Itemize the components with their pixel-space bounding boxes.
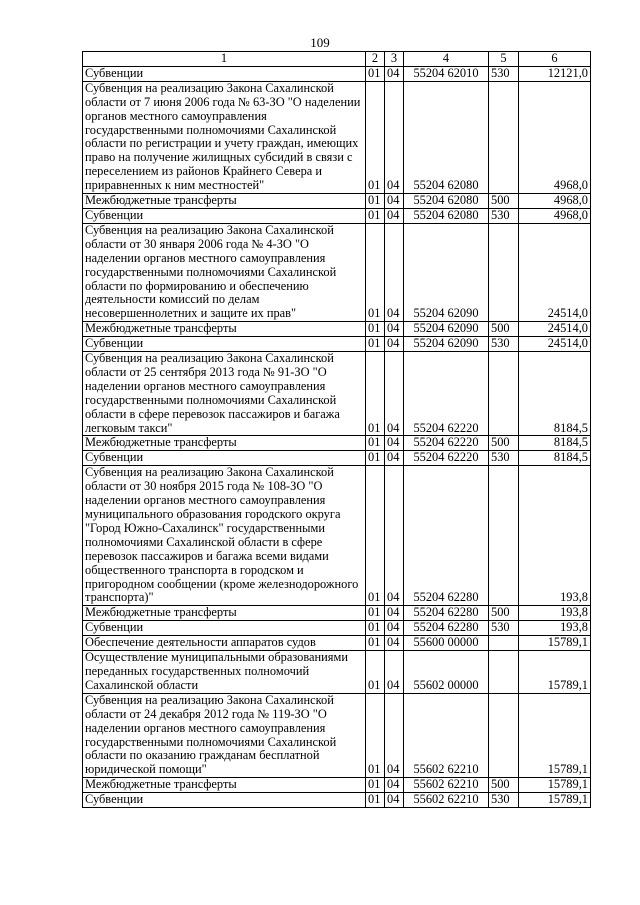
row-col5: 500 bbox=[489, 778, 519, 793]
row-name: Субвенция на реализацию Закона Сахалинской области от 25 сентября 2013 года № 91-ЗО "О наделении органов местного самоуправления государственными полномочиями Сахалинской области в сфере перевозок пассажиров и багажа легковым такси" bbox=[83, 352, 366, 436]
table-row bbox=[83, 436, 591, 451]
row-name: Субвенции bbox=[83, 208, 366, 223]
row-col5 bbox=[489, 693, 519, 777]
row-col2: 01 bbox=[366, 778, 385, 793]
row-amount: 8184,5 bbox=[519, 436, 591, 451]
row-col3: 04 bbox=[385, 651, 404, 694]
row-col5: 500 bbox=[489, 194, 519, 209]
row-col5: 530 bbox=[489, 208, 519, 223]
row-amount: 15789,1 bbox=[519, 636, 591, 651]
row-col5: 500 bbox=[489, 322, 519, 337]
row-col2: 01 bbox=[366, 636, 385, 651]
row-name: Межбюджетные трансферты bbox=[83, 322, 366, 337]
row-amount: 24514,0 bbox=[519, 322, 591, 337]
row-col2: 01 bbox=[366, 352, 385, 436]
row-col2: 01 bbox=[366, 66, 385, 81]
row-code: 55204 62090 bbox=[404, 337, 489, 352]
header-cell: 1 bbox=[83, 52, 366, 67]
row-code: 55602 62210 bbox=[404, 793, 489, 808]
row-amount: 193,8 bbox=[519, 606, 591, 621]
row-col3: 04 bbox=[385, 223, 404, 321]
row-col5: 530 bbox=[489, 621, 519, 636]
row-col5: 530 bbox=[489, 66, 519, 81]
header-cell: 6 bbox=[519, 52, 591, 67]
page-number: 109 bbox=[310, 35, 330, 50]
row-name: Межбюджетные трансферты bbox=[83, 606, 366, 621]
row-amount: 193,8 bbox=[519, 466, 591, 606]
row-amount: 4968,0 bbox=[519, 208, 591, 223]
row-col2: 01 bbox=[366, 81, 385, 193]
row-col3: 04 bbox=[385, 194, 404, 209]
row-col2: 01 bbox=[366, 223, 385, 321]
row-name: Осуществление муниципальными образованиями переданных государственных полномочий Сахалинской области bbox=[83, 651, 366, 694]
row-col5: 530 bbox=[489, 337, 519, 352]
row-code: 55204 62090 bbox=[404, 322, 489, 337]
table-row bbox=[83, 636, 591, 651]
row-col3: 04 bbox=[385, 208, 404, 223]
row-col3: 04 bbox=[385, 793, 404, 808]
row-col2: 01 bbox=[366, 621, 385, 636]
row-code: 55204 62080 bbox=[404, 81, 489, 193]
row-col5 bbox=[489, 352, 519, 436]
row-amount: 193,8 bbox=[519, 621, 591, 636]
row-col3: 04 bbox=[385, 352, 404, 436]
row-amount: 24514,0 bbox=[519, 337, 591, 352]
row-name: Субвенции bbox=[83, 621, 366, 636]
row-amount: 15789,1 bbox=[519, 693, 591, 777]
row-code: 55204 62280 bbox=[404, 621, 489, 636]
row-col2: 01 bbox=[366, 651, 385, 694]
header-cell: 5 bbox=[489, 52, 519, 67]
row-name: Субвенции bbox=[83, 451, 366, 466]
row-amount: 8184,5 bbox=[519, 451, 591, 466]
row-code: 55204 62280 bbox=[404, 466, 489, 606]
row-code: 55204 62220 bbox=[404, 451, 489, 466]
row-col3: 04 bbox=[385, 621, 404, 636]
row-amount: 4968,0 bbox=[519, 194, 591, 209]
row-col3: 04 bbox=[385, 66, 404, 81]
row-col3: 04 bbox=[385, 606, 404, 621]
table-row bbox=[83, 66, 591, 81]
row-col3: 04 bbox=[385, 693, 404, 777]
table-header bbox=[83, 52, 591, 67]
row-code: 55602 00000 bbox=[404, 651, 489, 694]
row-col3: 04 bbox=[385, 451, 404, 466]
row-code: 55204 62080 bbox=[404, 194, 489, 209]
table-row bbox=[83, 778, 591, 793]
row-amount: 15789,1 bbox=[519, 651, 591, 694]
table-row bbox=[83, 606, 591, 621]
row-name: Межбюджетные трансферты bbox=[83, 778, 366, 793]
row-code: 55204 62090 bbox=[404, 223, 489, 321]
row-col5 bbox=[489, 651, 519, 694]
row-col5: 530 bbox=[489, 451, 519, 466]
table-row bbox=[83, 81, 591, 193]
row-code: 55204 62220 bbox=[404, 436, 489, 451]
row-col2: 01 bbox=[366, 322, 385, 337]
row-col3: 04 bbox=[385, 81, 404, 193]
row-col5 bbox=[489, 81, 519, 193]
row-amount: 8184,5 bbox=[519, 352, 591, 436]
table-row bbox=[83, 337, 591, 352]
row-name: Субвенция на реализацию Закона Сахалинской области от 30 ноября 2015 года № 108-ЗО "О наделении органов местного самоуправления муниципального образования городского округа "Город Южно-Сахалинск" государственными полномочиями Сахалинской области в сфере перевозок пассажиров и багажа всеми видами общественного транспорта в городском и пригородном сообщении (кроме железнодорожного транспорта)" bbox=[83, 466, 366, 606]
row-col3: 04 bbox=[385, 636, 404, 651]
row-code: 55602 62210 bbox=[404, 693, 489, 777]
table-row bbox=[83, 194, 591, 209]
row-name: Субвенция на реализацию Закона Сахалинской области от 7 июня 2006 года № 63-ЗО "О наделении органов местного самоуправления государственными полномочиями Сахалинской области по регистрации и учету граждан, имеющих право на получение жилищных субсидий в связи с переселением из районов Крайнего Севера и приравненных к ним местностей" bbox=[83, 81, 366, 193]
row-col2: 01 bbox=[366, 606, 385, 621]
row-name: Субвенция на реализацию Закона Сахалинской области от 24 декабря 2012 года № 119-ЗО "О наделении органов местного самоуправления государственными полномочиями Сахалинской области по оказанию гражданам бесплатной юридической помощи" bbox=[83, 693, 366, 777]
row-name: Субвенции bbox=[83, 337, 366, 352]
table-row bbox=[83, 651, 591, 694]
table-row bbox=[83, 352, 591, 436]
table-row bbox=[83, 621, 591, 636]
row-col5 bbox=[489, 466, 519, 606]
row-name: Межбюджетные трансферты bbox=[83, 436, 366, 451]
row-col2: 01 bbox=[366, 194, 385, 209]
row-col3: 04 bbox=[385, 778, 404, 793]
row-col3: 04 bbox=[385, 466, 404, 606]
budget-table bbox=[82, 51, 591, 808]
header-row bbox=[83, 52, 591, 67]
table-row bbox=[83, 223, 591, 321]
row-col5 bbox=[489, 223, 519, 321]
row-code: 55600 00000 bbox=[404, 636, 489, 651]
row-code: 55204 62280 bbox=[404, 606, 489, 621]
row-amount: 15789,1 bbox=[519, 793, 591, 808]
table-row bbox=[83, 208, 591, 223]
row-col2: 01 bbox=[366, 337, 385, 352]
table-row bbox=[83, 322, 591, 337]
row-col5: 500 bbox=[489, 606, 519, 621]
row-amount: 24514,0 bbox=[519, 223, 591, 321]
row-col2: 01 bbox=[366, 793, 385, 808]
row-code: 55204 62220 bbox=[404, 352, 489, 436]
row-amount: 12121,0 bbox=[519, 66, 591, 81]
row-amount: 15789,1 bbox=[519, 778, 591, 793]
table-row bbox=[83, 466, 591, 606]
row-name: Субвенции bbox=[83, 66, 366, 81]
header-cell: 2 bbox=[366, 52, 385, 67]
row-col5 bbox=[489, 636, 519, 651]
row-name: Субвенции bbox=[83, 793, 366, 808]
row-col3: 04 bbox=[385, 337, 404, 352]
header-cell: 4 bbox=[404, 52, 489, 67]
row-col5: 500 bbox=[489, 436, 519, 451]
row-col2: 01 bbox=[366, 466, 385, 606]
table-row bbox=[83, 793, 591, 808]
row-code: 55204 62010 bbox=[404, 66, 489, 81]
row-col2: 01 bbox=[366, 436, 385, 451]
row-col3: 04 bbox=[385, 436, 404, 451]
table-row bbox=[83, 451, 591, 466]
row-name: Обеспечение деятельности аппаратов судов bbox=[83, 636, 366, 651]
row-col2: 01 bbox=[366, 451, 385, 466]
row-col2: 01 bbox=[366, 208, 385, 223]
row-code: 55602 62210 bbox=[404, 778, 489, 793]
header-cell: 3 bbox=[385, 52, 404, 67]
row-name: Субвенция на реализацию Закона Сахалинской области от 30 января 2006 года № 4-ЗО "О наделении органов местного самоуправления государственными полномочиями Сахалинской области по формированию и обеспечению деятельности комиссий по делам несовершеннолетних и защите их прав" bbox=[83, 223, 366, 321]
row-code: 55204 62080 bbox=[404, 208, 489, 223]
row-col5: 530 bbox=[489, 793, 519, 808]
row-name: Межбюджетные трансферты bbox=[83, 194, 366, 209]
table-row bbox=[83, 693, 591, 777]
row-col3: 04 bbox=[385, 322, 404, 337]
table-body bbox=[83, 66, 591, 807]
row-col2: 01 bbox=[366, 693, 385, 777]
row-amount: 4968,0 bbox=[519, 81, 591, 193]
